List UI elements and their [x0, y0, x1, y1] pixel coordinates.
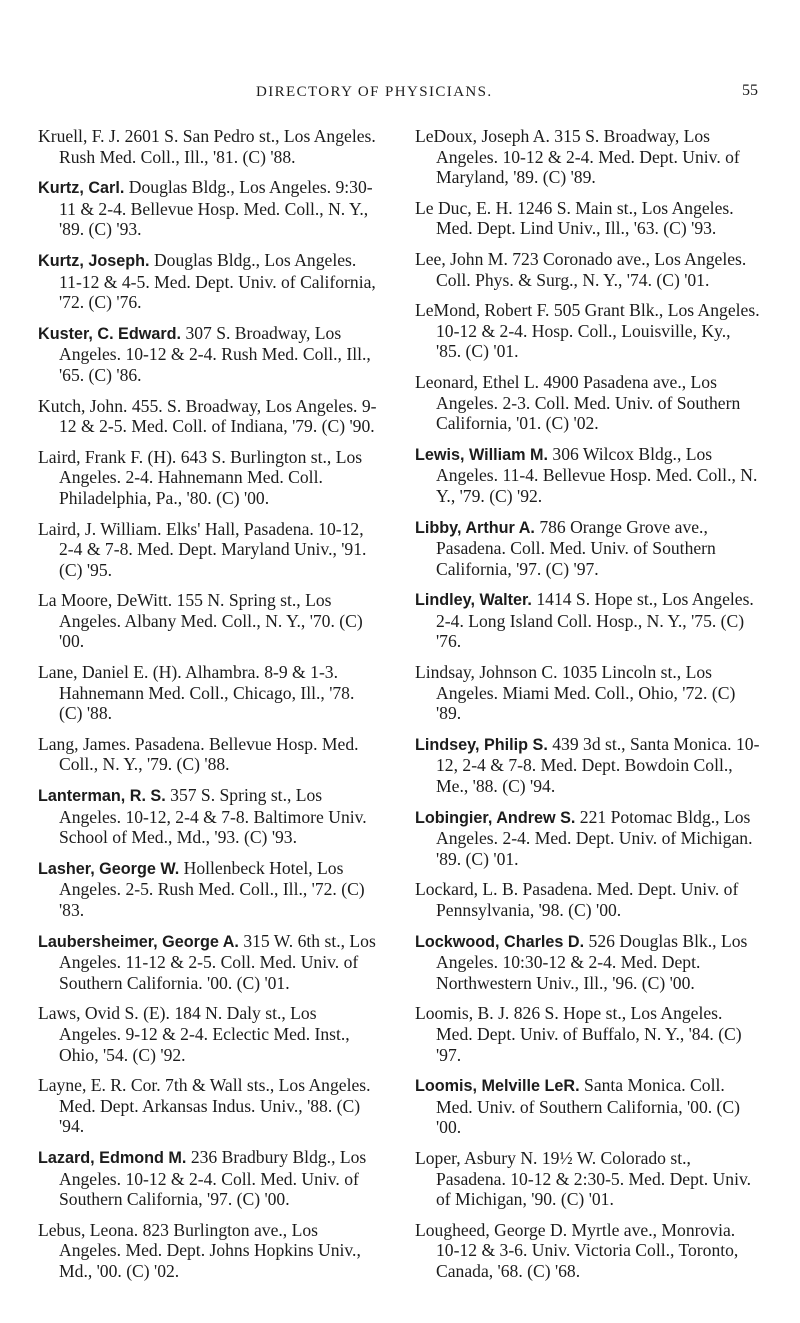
- physician-details: 723 Coronado ave., Los Angeles. Coll. Phys. & Surg., N. Y., '74. (C) '01.: [436, 248, 747, 290]
- physician-name: Laubersheimer, George A.: [38, 932, 239, 951]
- physician-details: 4900 Pasadena ave., Los Angeles. 2-3. Coll. Med. Univ. of Southern California, '01. (C) '02.: [436, 371, 741, 434]
- right-column: [415, 126, 760, 1292]
- physician-name: Lanterman, R. S.: [38, 787, 166, 806]
- physician-details: Myrtle ave., Monrovia. 10-12 & 3-6. Univ. Victoria Coll., Toronto, Canada, '68. (C) '68.: [436, 1219, 739, 1281]
- directory-entry: [38, 931, 378, 994]
- physician-details: Pasadena. Bellevue Hosp. Med. Coll., N. Y., '79. (C) '88.: [59, 733, 359, 775]
- directory-entry: [415, 734, 760, 797]
- directory-entry: [415, 249, 760, 290]
- physician-details: 315 W. 6th st., Los Angeles. 11-12 & 2-5. Coll. Med. Univ. of Southern California. '00. (C) '01.: [59, 930, 376, 993]
- physician-details: Alhambra. 8-9 & 1-3. Hahnemann Med. Coll., Chicago, Ill., '78. (C) '88.: [59, 662, 355, 724]
- physician-details: 643 S. Burlington st., Los Angeles. 2-4. Hahnemann Med. Coll. Philadelphia, Pa., '80. (C) '00.: [59, 446, 363, 508]
- physician-name: Lasher, George W.: [38, 859, 180, 878]
- directory-entry: [38, 858, 378, 921]
- physician-details: 526 Douglas Blk., Los Angeles. 10:30-12 & 2-4. Med. Dept. Northwestern Univ., Ill., '96. (C) '00.: [436, 930, 748, 993]
- physician-details: 306 Wilcox Bldg., Los Angeles. 11-4. Bellevue Hosp. Med. Coll., N. Y., '79. (C) '92.: [436, 443, 758, 506]
- physician-details: Pasadena. Med. Dept. Univ. of Pennsylvania, '98. (C) '00.: [436, 879, 739, 920]
- physician-name: Lindsay, Johnson C.: [415, 662, 558, 683]
- directory-entry: [38, 662, 378, 724]
- physician-details: Douglas Bldg., Los Angeles. 9:30-11 & 2-4. Bellevue Hosp. Med. Coll., N. Y., '89. (C) '93.: [59, 177, 373, 240]
- physician-name: Kuster, C. Edward.: [38, 324, 182, 343]
- running-title: DIRECTORY OF PHYSICIANS.: [256, 84, 493, 100]
- physician-name: Lebus, Leona.: [38, 1219, 139, 1240]
- physician-name: LeMond, Robert F.: [415, 300, 550, 321]
- directory-entry: [415, 931, 760, 994]
- directory-entry: [38, 323, 378, 386]
- directory-entry: [38, 447, 378, 509]
- directory-entry: [38, 590, 378, 652]
- directory-entry: [38, 1075, 378, 1137]
- physician-details: 307 S. Broadway, Los Angeles. 10-12 & 2-4. Rush Med. Coll., Ill., '65. (C) '86.: [59, 322, 371, 385]
- physician-name: Lang, James.: [38, 733, 131, 754]
- physician-name: Lindley, Walter.: [415, 591, 532, 610]
- page-header: [0, 82, 800, 106]
- physician-name: Loomis, B. J.: [415, 1003, 510, 1024]
- physician-details: Cor. 7th & Wall sts., Los Angeles. Med. Dept. Arkansas Indus. Univ., '88. (C) '94.: [59, 1075, 371, 1137]
- physician-details: 826 S. Hope st., Los Angeles. Med. Dept. Univ. of Buffalo, N. Y., '84. (C) '97.: [436, 1003, 742, 1065]
- physician-name: Lockard, L. B.: [415, 879, 519, 900]
- left-column: [38, 126, 378, 1292]
- physician-details: 823 Burlington ave., Los Angeles. Med. Dept. Johns Hopkins Univ., Md., '00. (C) '02.: [59, 1219, 361, 1281]
- physician-details: 1246 S. Main st., Los Angeles. Med. Dept. Lind Univ., Ill., '63. (C) '93.: [436, 197, 734, 239]
- physician-name: Laird, Frank F. (H).: [38, 446, 177, 467]
- directory-entry: [415, 517, 760, 580]
- physician-details: Hollenbeck Hotel, Los Angeles. 2-5. Rush Med. Coll., Ill., '72. (C) '83.: [59, 857, 365, 920]
- directory-entry: [415, 126, 760, 188]
- physician-name: Laws, Ovid S. (E).: [38, 1003, 170, 1024]
- directory-entry: [38, 1003, 378, 1065]
- physician-details: 1414 S. Hope st., Los Angeles. 2-4. Long Island Coll. Hosp., N. Y., '75. (C) '76.: [436, 589, 754, 652]
- directory-entry: [38, 396, 378, 437]
- physician-name: Lewis, William M.: [415, 445, 548, 464]
- directory-entry: [415, 1148, 760, 1210]
- directory-entry: [38, 126, 378, 167]
- directory-entry: [38, 1220, 378, 1282]
- physician-name: La Moore, DeWitt.: [38, 590, 173, 611]
- physician-details: 155 N. Spring st., Los Angeles. Albany Med. Coll., N. Y., '70. (C) '00.: [59, 590, 363, 652]
- directory-entry: [415, 1003, 760, 1065]
- directory-entry: [415, 300, 760, 362]
- directory-entry: [38, 250, 378, 313]
- directory-entry: [38, 734, 378, 775]
- physician-details: Elks' Hall, Pasadena. 10-12, 2-4 & 7-8. Med. Dept. Maryland Univ., '91. (C) '95.: [59, 518, 367, 580]
- physician-name: Libby, Arthur A.: [415, 518, 535, 537]
- physician-name: Layne, E. R.: [38, 1075, 127, 1096]
- physician-name: Lane, Daniel E. (H).: [38, 662, 182, 683]
- directory-entry: [415, 807, 760, 870]
- physician-name: Lougheed, George D.: [415, 1219, 568, 1240]
- directory-entry: [415, 879, 760, 920]
- physician-name: Leonard, Ethel L.: [415, 371, 540, 392]
- physician-details: Santa Monica. Coll. Med. Univ. of Southern California, '00. (C) '00.: [436, 1075, 741, 1138]
- directory-entry: [415, 1075, 760, 1138]
- physician-details: 455. S. Broadway, Los Angeles. 9-12 & 2-5. Med. Coll. of Indiana, '79. (C) '90.: [59, 395, 377, 437]
- physician-name: Loper, Asbury N.: [415, 1147, 538, 1168]
- physician-name: Le Duc, E. H.: [415, 197, 513, 218]
- physician-details: 2601 S. San Pedro st., Los Angeles. Rush Med. Coll., Ill., '81. (C) '88.: [59, 126, 376, 167]
- directory-entry: [415, 662, 760, 724]
- physician-details: 505 Grant Blk., Los Angeles. 10-12 & 2-4. Hosp. Coll., Louisville, Ky., '85. (C) '01.: [436, 300, 760, 362]
- physician-details: 439 3d st., Santa Monica. 10-12, 2-4 & 7-8. Med. Dept. Bowdoin Coll., Me., '88. (C) '94.: [436, 733, 760, 797]
- directory-entry: [38, 785, 378, 848]
- physician-details: 221 Potomac Bldg., Los Angeles. 2-4. Med. Dept. Univ. of Michigan. '89. (C) '01.: [436, 806, 753, 869]
- physician-name: Laird, J. William.: [38, 518, 162, 539]
- directory-entry: [415, 372, 760, 434]
- physician-name: Lockwood, Charles D.: [415, 932, 585, 951]
- directory-entry: [415, 444, 760, 507]
- physician-name: Lee, John M.: [415, 248, 508, 269]
- directory-entry: [415, 1220, 760, 1282]
- directory-entry: [38, 519, 378, 581]
- physician-details: 786 Orange Grove ave., Pasadena. Coll. Med. Univ. of Southern California, '97. (C) '97.: [436, 516, 716, 579]
- physician-name: Lobingier, Andrew S.: [415, 808, 576, 827]
- directory-entry: [415, 198, 760, 239]
- physician-details: 1035 Lincoln st., Los Angeles. Miami Med. Coll., Ohio, '72. (C) '89.: [436, 662, 736, 724]
- physician-name: Kurtz, Carl.: [38, 179, 125, 198]
- directory-entry: [38, 177, 378, 240]
- physician-name: LeDoux, Joseph A.: [415, 126, 550, 146]
- physician-name: Lindsey, Philip S.: [415, 735, 548, 754]
- physician-details: 236 Bradbury Bldg., Los Angeles. 10-12 & 2-4. Coll. Med. Univ. of Southern California, '97. (C) '00.: [59, 1146, 367, 1210]
- physician-details: 19½ W. Colorado st., Pasadena. 10-12 & 2:30-5. Med. Dept. Univ. of Michigan, '90. (C) '01.: [436, 1147, 752, 1210]
- physician-name: Kurtz, Joseph.: [38, 251, 150, 270]
- directory-entry: [415, 589, 760, 652]
- physician-name: Lazard, Edmond M.: [38, 1148, 187, 1167]
- physician-name: Kutch, John.: [38, 395, 128, 416]
- physician-name: Kruell, F. J.: [38, 126, 121, 146]
- physician-details: 184 N. Daly st., Los Angeles. 9-12 & 2-4. Eclectic Med. Inst., Ohio, '54. (C) '92.: [59, 1003, 350, 1065]
- physician-details: Douglas Bldg., Los Angeles. 11-12 & 4-5. Med. Dept. Univ. of California, '72. (C) '76.: [59, 249, 376, 313]
- physician-details: 315 S. Broadway, Los Angeles. 10-12 & 2-4. Med. Dept. Univ. of Maryland, '89. (C) '89.: [436, 126, 740, 188]
- directory-entry: [38, 1147, 378, 1210]
- page-number: 55: [742, 82, 758, 99]
- physician-details: 357 S. Spring st., Los Angeles. 10-12, 2-4 & 7-8. Baltimore Univ. School of Med., Md., '93. (C) '93.: [59, 785, 367, 848]
- physician-name: Loomis, Melville LeR.: [415, 1077, 580, 1096]
